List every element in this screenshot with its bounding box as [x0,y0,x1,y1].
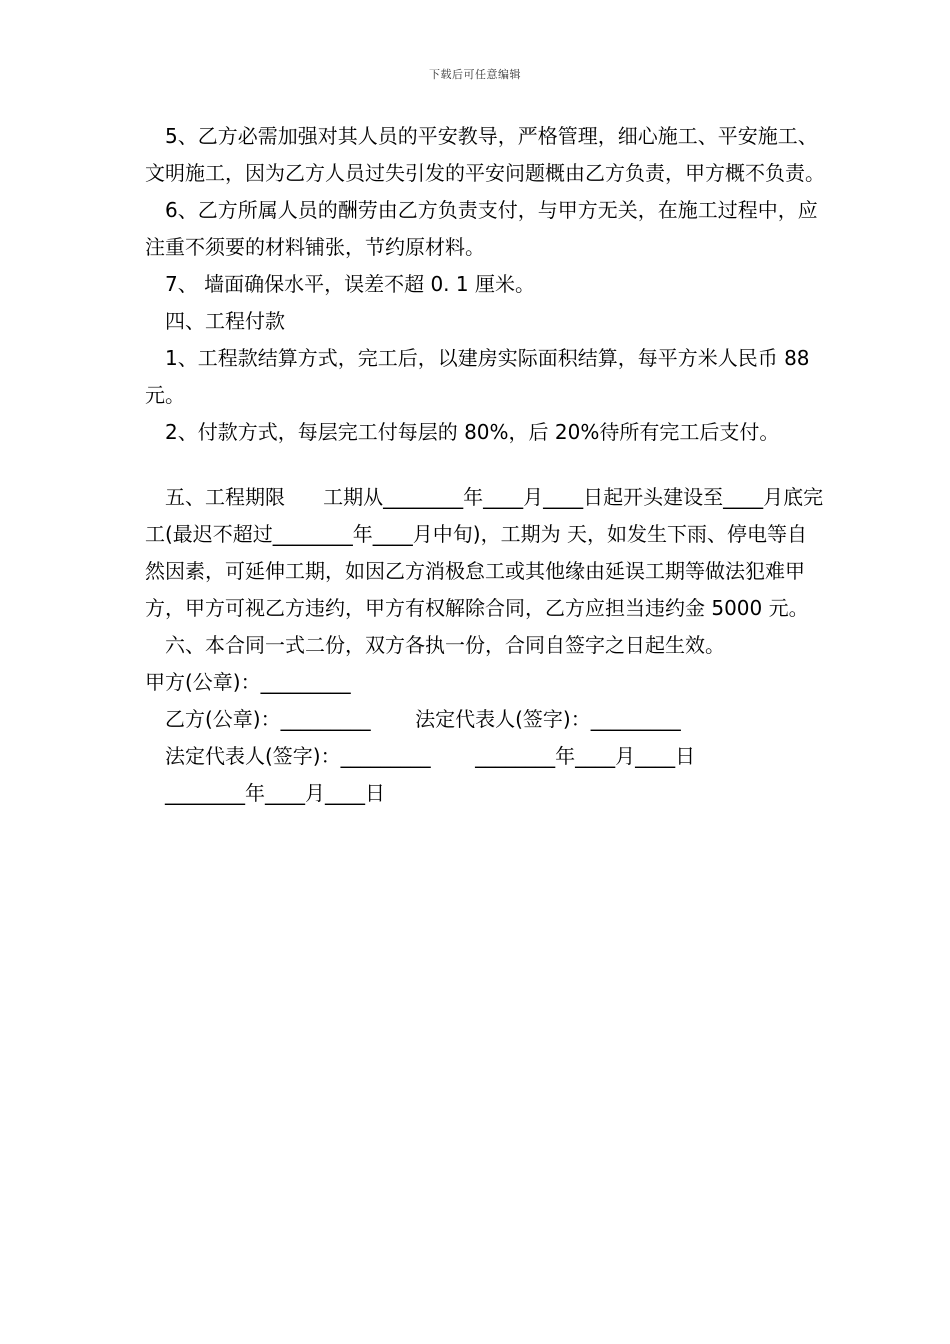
party-b-seal-line: 乙方(公章)：_________ 法定代表人(签字)：_________ [165,707,681,731]
payment-clause-2: 2、付款方式，每层完工付每层的 80%，后 20%待所有完工后支付。 [165,420,780,444]
section-5-term: 五、工程期限 工期从________年____月____日起开头建设至____月底完工(最迟不超过________年____月中旬)，工期为 天，如发生下雨、停电等自然因素，可延伸工期，如因乙方消极怠工或其他缘由延误工期等做法犯难甲方，甲方可视乙方违约，甲方有权解除合同，乙方应担当违约金 5000 元。 [145,485,824,620]
section-6-validity: 六、本合同一式二份，双方各执一份，合同自签字之日起生效。 [165,633,725,657]
contract-body [145,118,825,812]
section-4-title: 四、工程付款 [165,309,285,333]
clause-7: 7、 墙面确保水平，误差不超 0. 1 厘米。 [165,272,535,296]
representative-date-line: 法定代表人(签字)：_________ ________年____月____日 [165,744,696,768]
payment-clause-1: 1、工程款结算方式，完工后，以建房实际面积结算，每平方米人民币 88 元。 [145,346,816,407]
page-header-note: 下载后可任意编辑 [429,68,521,81]
signing-date-line: ________年____月____日 [165,781,385,805]
clause-5: 5、乙方必需加强对其人员的平安教导，严格管理，细心施工、平安施工、文明施工，因为乙方人员过失引发的平安问题概由乙方负责，甲方概不负责。 [145,124,825,185]
party-a-seal-line: 甲方(公章)：_________ [145,670,351,694]
clause-6: 6、乙方所属人员的酬劳由乙方负责支付，与甲方无关，在施工过程中，应注重不须要的材料铺张，节约原材料。 [145,198,818,259]
